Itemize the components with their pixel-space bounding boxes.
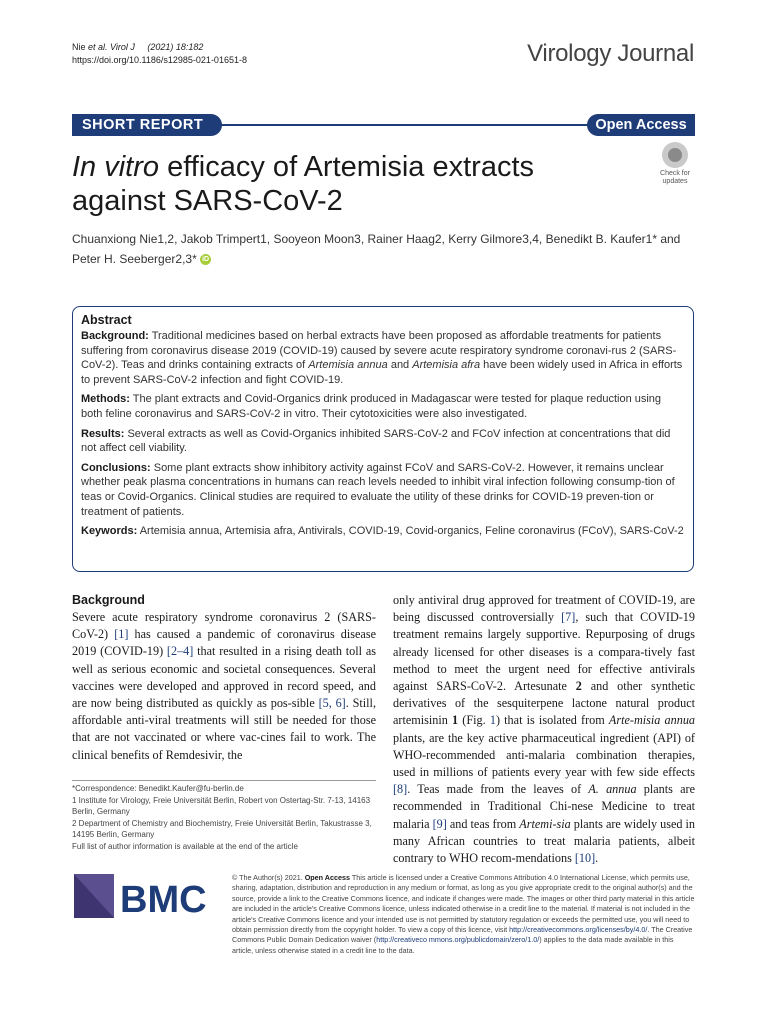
doi-link[interactable]: https://doi.org/10.1186/s12985-021-01651-8: [72, 55, 247, 65]
left-column: [72, 592, 376, 764]
banner-rule: [212, 124, 595, 126]
abstract-background: Background: Traditional medicines based on herbal extracts have been proposed as affordable treatments for patients suffering from coronavirus disease 2019 (COVID-19) caused by severe acute respiratory syndrome coronavi-rus 2 (SARS-CoV-2). Teas and drinks containing extracts of Artemisia annua and Artemisia afra have been widely used in Africa in efforts to prevent SARS-CoV-2 infection and fight COVID-19.: [81, 330, 683, 386]
author-list: Chuanxiong Nie1,2, Jakob Trimpert1, Sooyeon Moon3, Rainer Haag2, Kerry Gilmore3,4, Benedikt B. Kaufer1* and Peter H. Seeberger2,3* iD: [72, 232, 681, 266]
background-heading: Background: [72, 593, 145, 607]
citation-line-1: Nie et al. Virol J (2021) 18:182: [72, 42, 204, 52]
right-column-paragraph: only antiviral drug approved for treatment of COVID-19, are being discussed controversially [7], such that COVID-19 treatment remains largely supportive. Repurposing of drugs already licensed for other diseases is a compara-tively fast method to meet the urgent need for effective antivirals against SARS-CoV-2. Artesunate 2 and other synthetic derivatives of the sesquiterpene lactone natural product artemisinin 1 (Fig. 1) that is isolated from Arte-misia annua plants, are the key active pharmaceutical ingredient (API) of WHO-recommended anti-malaria combination therapies, used in millions of patients every year with few side effects [8]. Teas made from the leaves of A. annua plants are recommended in Traditional Chi-nese Medicine to treat malaria [9] and teas from Artemi-sia plants are widely used in many African countries to treat malaria patients, albeit contrary to WHO recom-mendations [10].: [393, 593, 696, 866]
bmc-logo-text: BMC: [120, 879, 207, 921]
license-link[interactable]: http://creativecommons.org/licenses/by/4.0/: [509, 925, 648, 935]
abstract-conclusions: Conclusions: Some plant extracts show inhibitory activity against FCoV and SARS-CoV-2. However, it remains unclear whether peak plasma concentrations in humans can reach levels needed to inhibit viral infection following consump-tion of teas or Covid-Organics. Clinical studies are required to evaluate the utility of these drinks for COVID-19 preven-tion or treatment of patients.: [81, 461, 675, 518]
figure-link[interactable]: 1: [489, 713, 496, 728]
correspondence-note: *Correspondence: Benedikt.Kaufer@fu-berlin.de: [72, 784, 244, 793]
abstract-methods: Methods: The plant extracts and Covid-Organics drink produced in Madagascar were tested for plaque reduction using both feline coronavirus and SARS-CoV-2 in vitro. Their cytotoxicities were also investigated.: [81, 393, 662, 420]
reference-link[interactable]: [5, 6]: [318, 696, 346, 711]
check-for-updates-button[interactable]: [655, 142, 695, 186]
reference-link[interactable]: [9]: [432, 816, 447, 831]
journal-name: Virology Journal: [527, 40, 694, 67]
background-paragraph: Severe acute respiratory syndrome coronavirus 2 (SARS-CoV-2) [1] has caused a pandemic of coronavirus disease 2019 (COVID-19) [2–4] that resulted in a rising death toll as well as serious economic and societal consequences. Several vaccines were developed and approved in record speed, and are now being distributed as quickly as pos-sible [5, 6]. Still, affordable anti-viral treatments will still be needed for those that are not vaccinated or where vac-cines fail to work. The clinical benefits of Remdesivir, the: [72, 610, 376, 762]
bmc-logo: [72, 868, 212, 926]
footnotes: [72, 783, 376, 852]
reference-link[interactable]: [8]: [393, 782, 408, 797]
abstract-results: Results: Several extracts as well as Covid-Organics inhibited SARS-CoV-2 and FCoV infection at concentrations that did not affect cell viability.: [81, 427, 671, 455]
abstract-box: [72, 306, 694, 572]
reference-link[interactable]: [1]: [114, 627, 129, 642]
public-domain-link[interactable]: http://creativeco mmons.org/publicdomain/zero/1.0/: [376, 935, 540, 945]
orcid-icon[interactable]: iD: [202, 256, 210, 264]
reference-link[interactable]: [2–4]: [166, 644, 194, 659]
article-type-banner: [72, 114, 695, 136]
abstract-keywords: Keywords: Artemisia annua, Artemisia afra, Antivirals, COVID-19, Covid-organics, Feline coronavirus (FCoV), SARS-CoV-2: [81, 525, 684, 538]
abstract-heading: Abstract: [81, 313, 132, 327]
open-access-badge: Open Access: [587, 114, 695, 136]
check-updates-icon: [662, 142, 688, 168]
footnote-divider: [72, 780, 376, 781]
right-column: [393, 592, 695, 867]
affiliation-1: 1 Institute for Virology, Freie Universität Berlin, Robert von Ostertag-Str. 7-13, 14163 Berlin, Germany: [72, 795, 371, 816]
short-report-label: SHORT REPORT: [72, 114, 222, 136]
author-info-note: Full list of author information is available at the end of the article: [72, 841, 298, 851]
article-title: In vitro efficacy of Artemisia extracts against SARS-CoV-2: [72, 151, 535, 217]
reference-link[interactable]: [10]: [574, 851, 596, 866]
check-updates-label: Check for updates: [660, 170, 690, 185]
license-statement: © The Author(s) 2021. Open Access This article is licensed under a Creative Commons Attribution 4.0 International License, which permits use, sharing, adaptation, distribution and reproduction in any medium or format, as long as you give appropriate credit to the original author(s) and the source, provide a link to the Creative Commons licence, and indicate if changes were made. The images or other third party material in this article are included in the article's Creative Commons licence, unless indicated otherwise in a credit line to the material. If material is not included in the article's Creative Commons licence and your intended use is not permitted by statutory regulation or exceeds the permitted use, you will need to obtain permission directly from the copyright holder. To view a copy of this licence, visit http://creativecommons.org/licenses/by/4.0/. The Creative Commons Public Domain Dedication waiver (http://creativeco mmons.org/publicdomain/zero/1.0/) applies to the data made available in this article, unless otherwise stated in a credit line to the data.: [232, 873, 695, 955]
reference-link[interactable]: [7]: [561, 610, 576, 625]
affiliation-2: 2 Department of Chemistry and Biochemistry, Freie Universität Berlin, Takustrasse 3, 14195 Berlin, Germany: [72, 818, 372, 839]
